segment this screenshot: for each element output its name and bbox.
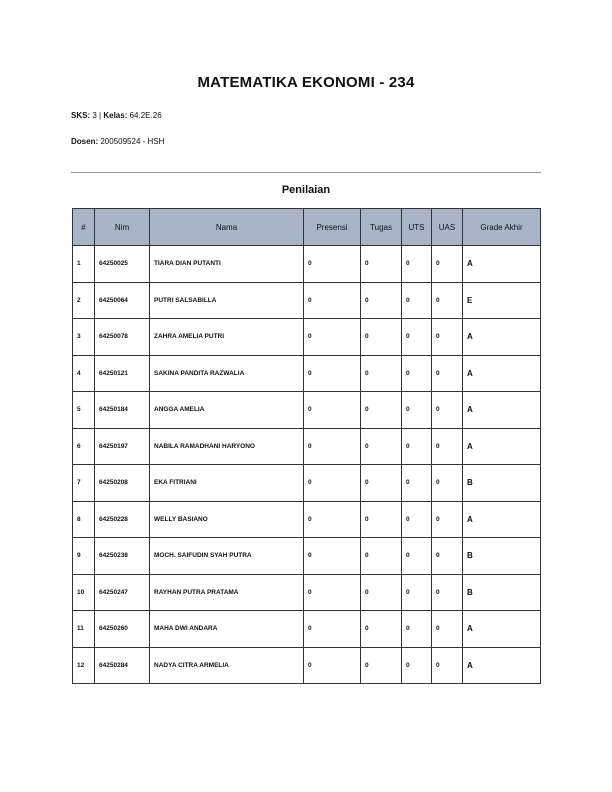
meta-separator: | [99, 111, 102, 120]
cell-nama: ANGGA AMELIA [150, 392, 304, 429]
cell-number: 12 [73, 647, 95, 684]
cell-grade: A [463, 647, 541, 684]
cell-uts: 0 [402, 647, 432, 684]
dosen-value: 200509524 - HSH [100, 137, 165, 146]
cell-nim: 64250247 [95, 574, 150, 611]
cell-tugas: 0 [361, 392, 402, 429]
cell-nim: 64250228 [95, 501, 150, 538]
cell-grade: A [463, 501, 541, 538]
cell-number: 5 [73, 392, 95, 429]
cell-presensi: 0 [304, 611, 361, 648]
cell-nim: 64250208 [95, 465, 150, 502]
header-uts: UTS [402, 209, 432, 246]
header-number: # [73, 209, 95, 246]
sks-value: 3 [92, 111, 97, 120]
table-row [73, 282, 541, 319]
cell-uas: 0 [432, 246, 463, 283]
cell-uas: 0 [432, 574, 463, 611]
cell-presensi: 0 [304, 501, 361, 538]
cell-number: 2 [73, 282, 95, 319]
table-row [73, 355, 541, 392]
cell-grade: A [463, 246, 541, 283]
cell-uas: 0 [432, 501, 463, 538]
cell-number: 8 [73, 501, 95, 538]
cell-grade: B [463, 465, 541, 502]
cell-nim: 64250025 [95, 246, 150, 283]
cell-nama: ZAHRA AMELIA PUTRI [150, 319, 304, 356]
cell-nim: 64250238 [95, 538, 150, 575]
dosen-label: Dosen: [71, 137, 99, 146]
lecturer-meta [71, 137, 164, 146]
kelas-label: Kelas: [103, 111, 128, 120]
cell-presensi: 0 [304, 392, 361, 429]
cell-nama: TIARA DIAN PUTANTI [150, 246, 304, 283]
cell-tugas: 0 [361, 465, 402, 502]
cell-uts: 0 [402, 538, 432, 575]
grades-table [72, 208, 541, 684]
table-row [73, 611, 541, 648]
cell-uas: 0 [432, 392, 463, 429]
cell-number: 4 [73, 355, 95, 392]
cell-nim: 64250197 [95, 428, 150, 465]
table-row [73, 647, 541, 684]
cell-uts: 0 [402, 611, 432, 648]
cell-uts: 0 [402, 246, 432, 283]
header-nim: Nim [95, 209, 150, 246]
cell-tugas: 0 [361, 246, 402, 283]
cell-nim: 64250260 [95, 611, 150, 648]
cell-tugas: 0 [361, 647, 402, 684]
cell-number: 1 [73, 246, 95, 283]
section-title: Penilaian [281, 184, 331, 196]
cell-presensi: 0 [304, 538, 361, 575]
table-row [73, 465, 541, 502]
cell-nim: 64250184 [95, 392, 150, 429]
table-row [73, 319, 541, 356]
cell-presensi: 0 [304, 574, 361, 611]
cell-tugas: 0 [361, 501, 402, 538]
cell-uas: 0 [432, 465, 463, 502]
table-row [73, 392, 541, 429]
table-row [73, 574, 541, 611]
cell-nama: MOCH. SAIFUDIN SYAH PUTRA [150, 538, 304, 575]
cell-tugas: 0 [361, 611, 402, 648]
cell-presensi: 0 [304, 282, 361, 319]
header-grade-akhir: Grade Akhir [463, 209, 541, 246]
table-row [73, 428, 541, 465]
cell-grade: A [463, 611, 541, 648]
cell-nama: WELLY BASIANO [150, 501, 304, 538]
cell-uts: 0 [402, 355, 432, 392]
cell-uas: 0 [432, 611, 463, 648]
kelas-value: 64.2E.26 [129, 111, 162, 120]
table-header-row [73, 209, 541, 246]
cell-nim: 64250121 [95, 355, 150, 392]
cell-presensi: 0 [304, 246, 361, 283]
cell-nim: 64250064 [95, 282, 150, 319]
course-meta [71, 111, 162, 120]
cell-uts: 0 [402, 465, 432, 502]
header-tugas: Tugas [361, 209, 402, 246]
cell-tugas: 0 [361, 428, 402, 465]
cell-number: 6 [73, 428, 95, 465]
cell-number: 7 [73, 465, 95, 502]
cell-grade: A [463, 355, 541, 392]
cell-uas: 0 [432, 538, 463, 575]
document-title: MATEMATIKA EKONOMI - 234 [197, 74, 415, 91]
cell-uas: 0 [432, 282, 463, 319]
table-body [73, 246, 541, 684]
cell-tugas: 0 [361, 355, 402, 392]
cell-nama: MAHA DWI ANDARA [150, 611, 304, 648]
cell-grade: B [463, 538, 541, 575]
table-row [73, 538, 541, 575]
cell-number: 10 [73, 574, 95, 611]
cell-uts: 0 [402, 392, 432, 429]
cell-presensi: 0 [304, 647, 361, 684]
cell-tugas: 0 [361, 538, 402, 575]
cell-number: 9 [73, 538, 95, 575]
cell-uts: 0 [402, 319, 432, 356]
divider [71, 172, 541, 173]
cell-tugas: 0 [361, 282, 402, 319]
cell-uas: 0 [432, 428, 463, 465]
cell-number: 3 [73, 319, 95, 356]
cell-nim: 64250284 [95, 647, 150, 684]
cell-nama: NADYA CITRA ARMELIA [150, 647, 304, 684]
cell-grade: E [463, 282, 541, 319]
cell-presensi: 0 [304, 319, 361, 356]
cell-presensi: 0 [304, 465, 361, 502]
cell-tugas: 0 [361, 319, 402, 356]
cell-nama: NABILA RAMADHANI HARYONO [150, 428, 304, 465]
cell-grade: A [463, 428, 541, 465]
table-row [73, 246, 541, 283]
header-presensi: Presensi [304, 209, 361, 246]
cell-nama: EKA FITRIANI [150, 465, 304, 502]
cell-uas: 0 [432, 355, 463, 392]
cell-uts: 0 [402, 501, 432, 538]
cell-presensi: 0 [304, 355, 361, 392]
cell-nama: SAKINA PANDITA RAZWALIA [150, 355, 304, 392]
cell-uas: 0 [432, 647, 463, 684]
cell-uas: 0 [432, 319, 463, 356]
cell-presensi: 0 [304, 428, 361, 465]
cell-grade: B [463, 574, 541, 611]
header-uas: UAS [432, 209, 463, 246]
table-row [73, 501, 541, 538]
cell-tugas: 0 [361, 574, 402, 611]
sks-label: SKS: [71, 111, 91, 120]
cell-nama: PUTRI SALSABILLA [150, 282, 304, 319]
cell-nim: 64250078 [95, 319, 150, 356]
cell-grade: A [463, 392, 541, 429]
cell-uts: 0 [402, 428, 432, 465]
header-nama: Nama [150, 209, 304, 246]
cell-number: 11 [73, 611, 95, 648]
cell-uts: 0 [402, 574, 432, 611]
cell-grade: A [463, 319, 541, 356]
cell-nama: RAYHAN PUTRA PRATAMA [150, 574, 304, 611]
cell-uts: 0 [402, 282, 432, 319]
